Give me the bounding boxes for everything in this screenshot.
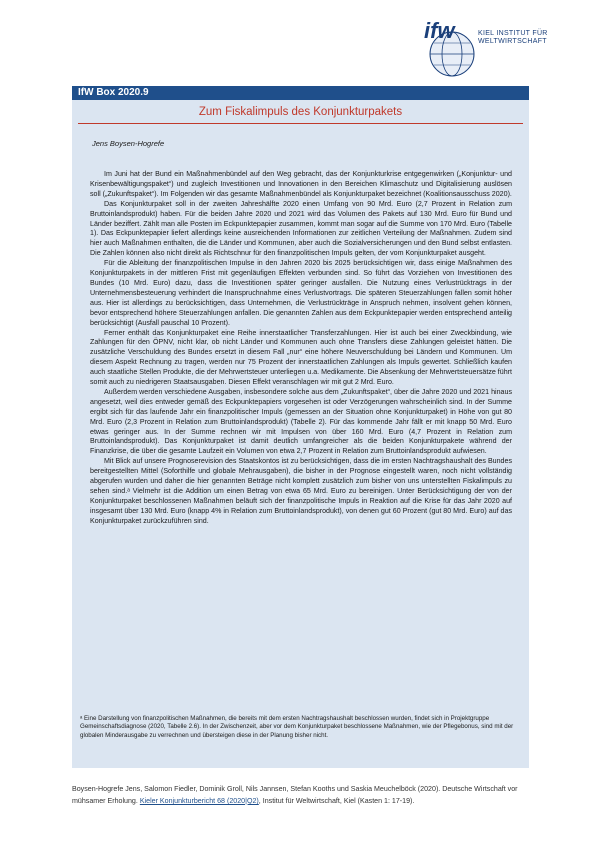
paragraph: Für die Ableitung der finanzpolitischen Impulse in den Jahren 2020 bis 2025 berücksichtigen wir, dass einige Maßnahmen des Konjunkturpakets in der mittleren Frist mit gegenläufigen Effekten verbunden sind. So führt das Vorziehen von Investitionen des Bundes (10 Mrd. Euro) dazu, dass die Investitionen später geringer ausfallen. Die Nutzung eines Verlustrücktrags in der Unternehmensbesteuerung verhindert die Inanspruchnahme eines Verlustvortrags. Die späteren Steuerzahlungen fallen somit höher aus. Hier ist allerdings zu berücksichtigen, dass Unternehmen, die Verlustrückträge in Anspruch nehmen, insolvent gehen können, bevor entsprechend höhere Steuerzahlungen anfallen. Die genannten Zahlen aus dem Eckpunktepapier werden entsprechend anteilig berücksichtigt (Ausfall pauschal 10 Prozent).: [90, 259, 512, 327]
paragraph: Im Juni hat der Bund ein Maßnahmenbündel auf den Weg gebracht, das der Konjunkturkrise entgegenwirken („Konjunktur- und Krisenbewältigungspaket“) und zugleich Investitionen und Innovationen in den Bereichen Klimaschutz und Digitalisierung auslösen soll („Zukunftspaket“). Im Folgenden wir das gesamte Maßnahmenbündel als Konjunkturpaket bezeichnet (Koalitionsausschuss 2020).: [90, 170, 512, 198]
logo-line-1: KIEL INSTITUT FÜR: [478, 30, 548, 37]
citation-link[interactable]: Kieler Konjunkturbericht 68 (2020|Q2): [139, 797, 259, 805]
logo-caption: [478, 30, 548, 46]
paragraph: Außerdem werden verschiedene Ausgaben, insbesondere solche aus dem „Zukunftspaket“, über die Jahre 2020 und 2021 hinaus angesetzt, weil dies entweder gemäß des Eckpunktepapiers vorgesehen ist oder Verzögerungen wahrscheinlich sind. In der Summe ergibt sich für das laufende Jahr ein finanzpolitischer Impuls (gemessen an der Situation ohne Konjunkturpaket) in Höhe von gut 80 Mrd. Euro (2,3 Prozent in Relation zum Bruttoinlandsprodukt) (Tabelle 2). Für das kommende Jahr fällt er mit knapp 50 Mrd. Euro etwas geringer aus. In der Summe rechnen wir mit Impulsen von über 160 Mrd. Euro (4,7 Prozent in Relation zum Bruttoinlandsprodukt). Das Konjunkturpaket ist damit deutlich umfangreicher als die beiden Konjunkturpakete während der Finanzkrise, die über die gesamte Laufzeit ein Volumen von etwa 2,7 Prozent in Relation zum Bruttoinlandsprodukt aufwiesen.: [90, 387, 512, 456]
citation-text: Boysen-Hogrefe Jens, Salomon Fiedler, Dominik Groll, Nils Jannsen, Stefan Kooths und Saskia Meuchelböck (2020). Deutsche Wirtschaft vor mühsamer Erholung.: [72, 785, 518, 805]
title-divider: [78, 123, 523, 124]
footnote: ᵃ Eine Darstellung von finanzpolitischen Maßnahmen, die bereits mit dem ersten Nachtragshaushalt beschlossen wurden, findet sich in Projektgruppe Gemeinschaftsdiagnose (2020, Tabelle 2.6). In der Zwischenzeit, aber vor dem Konjunkturpaket beschlossene Maßnahmen, wie der Pflegebonus, sind mit der globalen Minderausgabe zu verrechnen und übersteigen diese in der Planung bisher nicht.: [80, 715, 514, 739]
paragraph: Mit Blick auf unsere Prognoserevision des Staatskontos ist zu berücksichtigen, dass die im ersten Nachtragshaushalt des Bundes bereitgestellten Mittel (Soforthilfe und globale Mehrausgaben), die bisher in der Prognose eingestellt waren, noch nicht vollständig abgerufen wurden und daher die hier genannten Beträge nicht komplett zusätzlich zum bisher von uns unterstellten Fiskalimpuls zu sehen sind.ᵃ Vielmehr ist die Addition um einen Betrag von etwa 65 Mrd. Euro zu bereinigen. Unter Berücksichtigung der von der Konjunkturpaket beschlossenen Maßnahmen beläuft sich der finanzpolitische Impuls in Reaktion auf die Krise für das Jahr 2020 auf insgesamt über 130 Mrd. Euro (knapp 4% in Relation zum Bruttoinlandsprodukt), von denen gut 60 Prozent (gut 80 Mrd. Euro) auf das Konjunkturpaket zurückzuführen sind.: [90, 457, 512, 525]
box-title: Zum Fiskalimpuls des Konjunkturpakets: [198, 106, 403, 118]
paragraph: Das Konjunkturpaket soll in der zweiten Jahreshälfte 2020 einen Umfang von 90 Mrd. Euro (2,7 Prozent in Relation zum Bruttoinlandsprodukt) haben. Für die beiden Jahre 2020 und 2021 wird das Volumen des Pakets auf 130 Mrd. Euro für Bund und Länder beziffert. Zählt man alle Posten im Eckpunktepapier zusammen, kommt man sogar auf die Summe von 170 Mrd. Euro (Tabelle 1). Das Eckpunktepapier liefert allerdings keine ausreichenden Informationen zur zeitlichen Verteilung der Maßnahmen. Zudem sind hier auch Maßnahmen enthalten, die die Länder und Kommunen, aber auch die Sozialversicherungen und den Bund selbst entlasten. Die Zahlen können also nicht direkt als Richtschnur für den finanzpolitischen Impuls gelten, der vom Konjunkturpaket ausgeht.: [90, 199, 512, 258]
logo-wordmark: ifw: [424, 18, 455, 43]
box-body: [90, 170, 512, 527]
citation-tail: , Institut für Weltwirtschaft, Kiel (Kasten 1: 17-19).: [258, 797, 415, 805]
box-label: IfW Box 2020.9: [78, 87, 149, 98]
author: Jens Boysen-Hogrefe: [92, 139, 165, 148]
citation: [72, 783, 530, 807]
paragraph: Ferner enthält das Konjunkturpaket eine Reihe innerstaatlicher Transferzahlungen. Hier ist auch bei einer Zweckbindung, wie Zahlungen für den ÖPNV, nicht klar, ob nicht Länder und Kommunen auch ohne Transfers diese Zahlungen geleistet hätten. Die zusätzliche Verschuldung des Bundes ersetzt in diesem Fall „nur“ eine höhere Neuverschuldung bei Ländern und Kommunen. Um diesem Aspekt Rechnung zu tragen, werden nur 75 Prozent der innerstaatlichen Zahlungen als Impuls gewertet. Schließlich kaufen auch staatliche Stellen Produkte, die der Mehrwertsteuer unterliegen u.a. Medikamente. Die Absenkung der Mehrwertsteuersätze führt somit auch zu niedrigeren Staatsausgaben. Diesen Effekt veranschlagen wir mit gut 2 Mrd. Euro.: [90, 328, 512, 387]
box-label-bar: [72, 86, 529, 100]
logo-line-2: WELTWIRTSCHAFT: [478, 38, 547, 45]
